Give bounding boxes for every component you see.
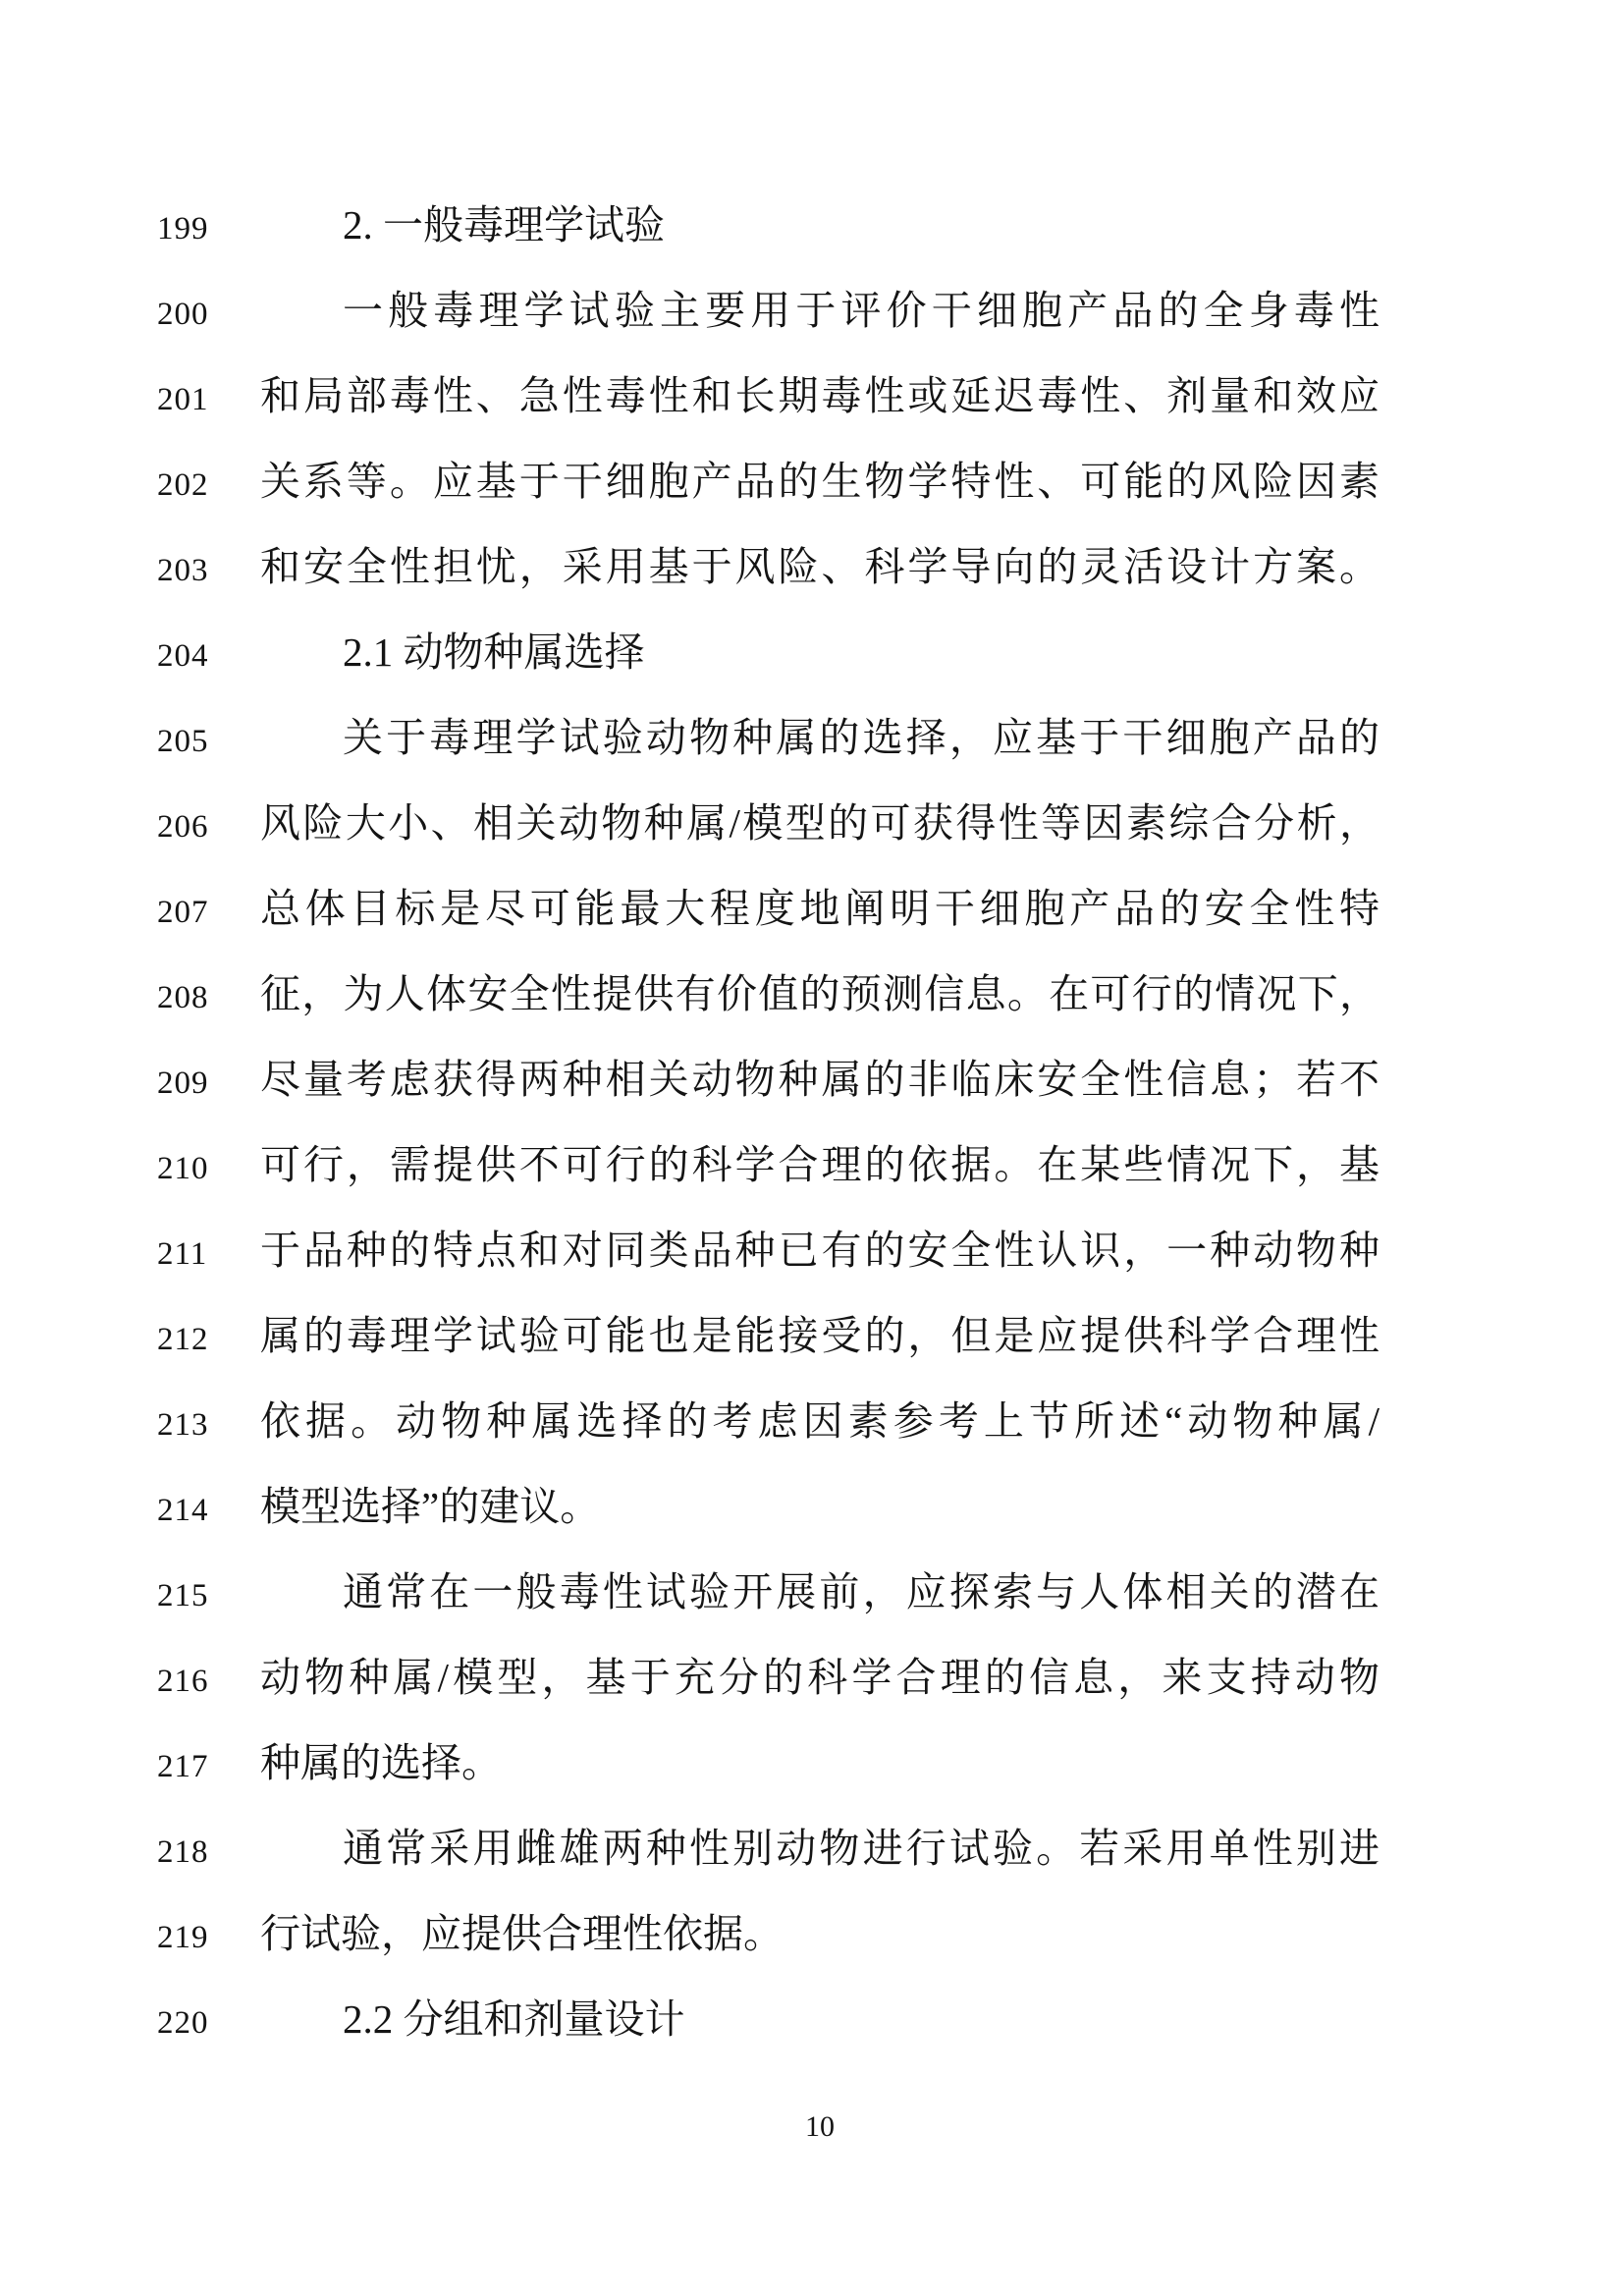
text-line <box>157 1037 1623 1122</box>
text-line <box>157 268 1623 354</box>
text-line <box>157 1891 1623 1977</box>
line-number: 217 <box>157 1749 209 1784</box>
line-number: 203 <box>157 553 209 588</box>
text-line <box>157 183 1623 268</box>
text-line <box>157 1977 1623 2062</box>
line-number: 201 <box>157 382 209 417</box>
text-line <box>157 781 1623 866</box>
text-line <box>157 1293 1623 1379</box>
text-line <box>157 1806 1623 1891</box>
line-text: 2.1 动物种属选择 <box>343 629 645 675</box>
line-number: 200 <box>157 297 209 332</box>
line-text: 通常在一般毒性试验开展前，应探索与人体相关的潜在 <box>343 1569 1380 1614</box>
text-line <box>157 1635 1623 1721</box>
line-number: 212 <box>157 1322 209 1357</box>
page-number: 10 <box>805 2110 835 2143</box>
text-line <box>157 1122 1623 1208</box>
line-text: 和局部毒性、急性毒性和长期毒性或延迟毒性、剂量和效应 <box>260 373 1380 418</box>
line-text: 征，为人体安全性提供有价值的预测信息。在可行的情况下， <box>260 971 1380 1016</box>
line-number: 216 <box>157 1664 209 1699</box>
line-number: 209 <box>157 1066 209 1101</box>
line-number: 207 <box>157 895 209 930</box>
text-line <box>157 1208 1623 1293</box>
line-text: 属的毒理学试验可能也是能接受的，但是应提供科学合理性 <box>260 1313 1380 1358</box>
line-text: 动物种属/模型，基于充分的科学合理的信息，来支持动物 <box>260 1655 1380 1700</box>
line-number: 210 <box>157 1151 209 1186</box>
line-number: 208 <box>157 980 209 1015</box>
text-line <box>157 610 1623 695</box>
text-line <box>157 695 1623 781</box>
text-line <box>157 1721 1623 1806</box>
line-number: 215 <box>157 1578 209 1613</box>
line-text: 种属的选择。 <box>260 1740 502 1785</box>
line-number: 220 <box>157 2005 209 2041</box>
line-text: 可行，需提供不可行的科学合理的依据。在某些情况下，基 <box>260 1142 1380 1187</box>
line-number: 199 <box>157 211 209 246</box>
line-text: 2.2 分组和剂量设计 <box>343 1996 685 2042</box>
line-number: 202 <box>157 467 209 503</box>
text-line <box>157 354 1623 439</box>
text-line <box>157 866 1623 952</box>
line-number: 219 <box>157 1920 209 1955</box>
line-number: 204 <box>157 638 209 674</box>
line-number: 211 <box>157 1236 208 1272</box>
line-text: 总体目标是尽可能最大程度地阐明干细胞产品的安全性特 <box>260 886 1380 931</box>
line-text: 风险大小、相关动物种属/模型的可获得性等因素综合分析， <box>260 800 1380 846</box>
line-text: 2. 一般毒理学试验 <box>343 202 665 247</box>
line-text: 和安全性担忧，采用基于风险、科学导向的灵活设计方案。 <box>260 544 1380 589</box>
line-text: 依据。动物种属选择的考虑因素参考上节所述“动物种属/ <box>260 1398 1380 1444</box>
text-line <box>157 439 1623 524</box>
text-line <box>157 524 1623 610</box>
text-line <box>157 1550 1623 1635</box>
line-text: 一般毒理学试验主要用于评价干细胞产品的全身毒性 <box>343 288 1380 333</box>
page-footer <box>805 2109 835 2145</box>
line-number: 218 <box>157 1834 209 1870</box>
line-number: 206 <box>157 809 209 845</box>
line-text: 尽量考虑获得两种相关动物种属的非临床安全性信息；若不 <box>260 1057 1380 1102</box>
line-number: 213 <box>157 1407 209 1443</box>
line-text: 行试验，应提供合理性依据。 <box>260 1911 784 1956</box>
line-text: 通常采用雌雄两种性别动物进行试验。若采用单性别进 <box>343 1826 1380 1871</box>
text-line <box>157 952 1623 1037</box>
document-body <box>157 183 1623 2062</box>
text-line <box>157 1379 1623 1464</box>
line-number: 214 <box>157 1493 209 1528</box>
line-text: 模型选择”的建议。 <box>260 1484 601 1529</box>
line-text: 于品种的特点和对同类品种已有的安全性认识，一种动物种 <box>260 1228 1380 1273</box>
line-text: 关系等。应基于干细胞产品的生物学特性、可能的风险因素 <box>260 459 1380 504</box>
line-number: 205 <box>157 724 209 759</box>
text-line <box>157 1464 1623 1550</box>
line-text: 关于毒理学试验动物种属的选择，应基于干细胞产品的 <box>343 715 1380 760</box>
